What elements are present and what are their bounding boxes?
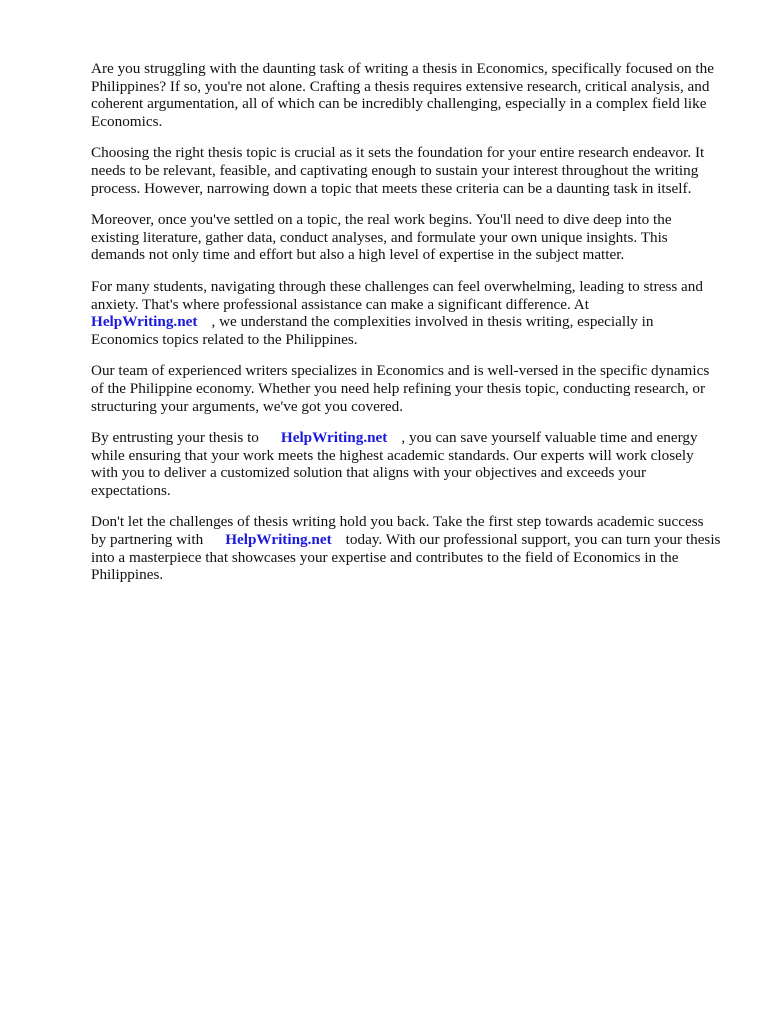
paragraph-text-after-link: , we understand the complexities involved in thesis writing, especially in Economics topics related to the Philippines. <box>91 313 654 348</box>
document-body <box>91 60 721 598</box>
paragraph-text-before-link: By entrusting your thesis to <box>91 429 259 447</box>
paragraph-text: Choosing the right thesis topic is crucial as it sets the foundation for your entire research endeavor. It needs to be relevant, feasible, and captivating enough to sustain your interest throughout the writing process. However, narrowing down a topic that meets these criteria can be a daunting task in itself. <box>91 144 705 197</box>
paragraph-text: Are you struggling with the daunting task of writing a thesis in Economics, specifically focused on the Philippines? If so, you're not alone. Crafting a thesis requires extensive research, critical analysis, and coherent argumentation, all of which can be incredibly challenging, especially in a complex field like Economics. <box>91 60 714 130</box>
paragraph-text: Moreover, once you've settled on a topic, the real work begins. You'll need to dive deep into the existing literature, gather data, conduct analyses, and formulate your own unique insights. This demands not only time and effort but also a high level of expertise in the subject matter. <box>91 211 672 264</box>
paragraph-real-work <box>91 211 721 264</box>
paragraph-text-after-link: , you can save yourself valuable time and energy while ensuring that your work meets the highest academic standards. Our experts will work closely with you to deliver a customized solution that aligns with your objectives and exceeds your expectations. <box>91 429 698 499</box>
paragraph-text-before-link: Don't let the challenges of thesis writing hold you back. Take the first step towards academic success by partnering with <box>91 513 704 549</box>
helpwriting-link[interactable]: HelpWriting.net <box>91 313 198 331</box>
paragraph-text: Our team of experienced writers specializes in Economics and is well-versed in the specific dynamics of the Philippine economy. Whether you need help refining your thesis topic, conducting research, or structuring your arguments, we've got you covered. <box>91 362 710 415</box>
helpwriting-link[interactable]: HelpWriting.net <box>225 531 332 549</box>
paragraph-struggling <box>91 60 721 130</box>
paragraph-professional-assistance <box>91 278 721 348</box>
paragraph-text-before-link: For many students, navigating through these challenges can feel overwhelming, leading to stress and anxiety. That's where professional assistance can make a significant difference. At <box>91 277 703 313</box>
paragraph-entrusting <box>91 429 721 499</box>
helpwriting-link[interactable]: HelpWriting.net <box>280 429 388 447</box>
paragraph-call-to-action <box>91 513 721 583</box>
paragraph-text-after-link: today. With our professional support, you can turn your thesis into a masterpiece that showcases your expertise and contributes to the field of Economics in the Philippines. <box>91 531 721 584</box>
paragraph-team <box>91 362 721 415</box>
paragraph-topic-choice <box>91 144 721 197</box>
